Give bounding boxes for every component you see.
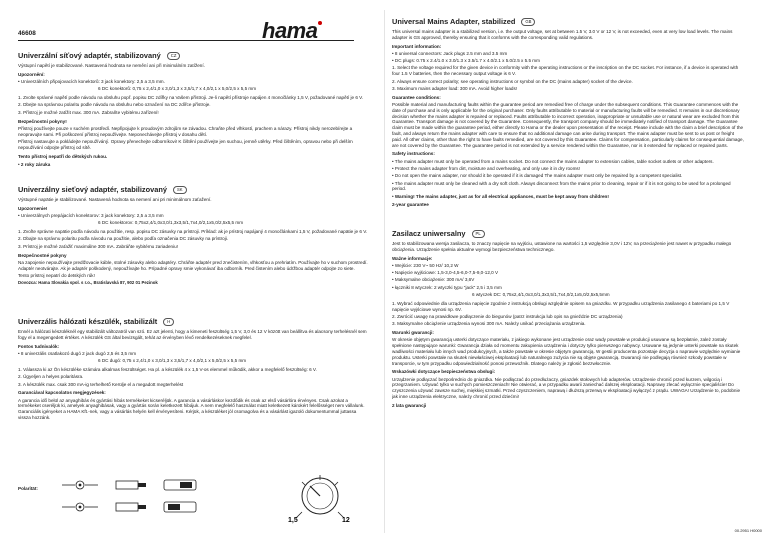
article-number: 46608 — [18, 30, 36, 37]
footer-code: 00.2951 H0000 — [734, 528, 762, 533]
section-hu-step-3: 3. A készülék max. csak 300 mA-ig terhelhető Kerülje el a megadott megterhelést — [18, 381, 184, 387]
section-pl-item-1: • Wejście: 230 V~ 50 Hz/ 10,2 W — [392, 262, 459, 268]
section-pl-warranty: 2 lata gwarancji — [392, 402, 427, 408]
section-pl-step-2: 2. Zwrócić uwagę na prawidłowe podłączenie do biegunów (patrz instrukcja lub opis na gnieździe DC urządzenia) — [392, 313, 623, 319]
section-gb-item-4: 2. Always ensure correct polarity; see operating instructions or symbol on the DC (mains adapter) socket of the device. — [392, 78, 633, 84]
section-pl-item-3: • Maksymalne obciążenie: 300 mA/ 3,6V — [392, 277, 475, 283]
section-pl-item-4: • łączniki 8 wtyczek: 2 wtyczki typu "jack" 2,5 i 3,5 mm — [392, 284, 502, 290]
section-pl-important-heading: Ważne informacje: — [392, 255, 433, 261]
section-gb-important-heading: Important information: — [392, 43, 442, 49]
section-gb-guarantee-text: Possible material and manufacturing faults within the guarantee period are remedied free of charge under the subsequent conditions. This Guarantee commences with the date of purchase and is only applicable for the original purchaser. Only faults attributable to material or manufacturing faults will be remedied. It remains in our discretionary decision whether the mains adapter is repaired or replaced. Faults attributable to incorrect operation, inappropriate or unsuitable use or natural wear are excluded from this Guarantee. Transport damage is not covered by the Guarantee. Consequently, the transport company should be immediately notified of transport damage. The Guarantee claim must be made within the guarantee period, either directly to Hama or the dealer upon presentation of the receipt. Please include with the claim a brief description of the fault, and always return the mains adapter with care to ensure that no additional damage can arise during transport. The mains adapter must be sent to us post or freight paid. All other claims, other than the right to have faults remedied, are not covered by this Guarantee. Claims for compensation, particularly claims for consequential damage, are not covered by the Guarantee. The guarantee period is not extended by a service rendered within the Guarantee, nor is it extended for replaced or repaired parts. — [392, 101, 744, 148]
section-cz — [18, 52, 370, 170]
lang-badge-sk: SK — [173, 186, 187, 194]
section-hu-step-1: 1. Válassza ki az Ön készüléke számára alkalmas feszültséget. Ha pl. a készülék 4 x 1,5 V-os elemmel működik, akkor a megfelelő feszültség: 6 V. — [18, 366, 317, 372]
section-gb-guarantee-heading: Guarantee conditions: — [392, 94, 441, 100]
lang-badge-gb: GB — [521, 18, 535, 26]
section-gb-item-1: • 8 universal connectors: Jack plugs 2.5 mm and 3.5 mm — [392, 50, 508, 56]
polarity-diagram — [18, 468, 370, 526]
section-cz-step-2: 2. Dbejte na správnou polaritu podle návodu na obsluhu nebo označení na DC zdířce přístroje. — [18, 102, 211, 108]
section-pl — [392, 230, 744, 410]
section-cz-warranty: • 2 roky záruka — [18, 162, 51, 168]
section-cz-note: Tento přístroj nepatří do dětských rukou. — [18, 153, 108, 159]
section-cz-caution-heading: Upozornění: — [18, 71, 45, 77]
section-gb-safety-heading: Safety instructions: — [392, 151, 435, 157]
section-pl-guarantee-heading: Warunki gwarancji: — [392, 330, 434, 336]
section-hu-title — [18, 318, 370, 326]
polarity-plug-icon — [110, 474, 150, 518]
column-divider — [384, 10, 385, 533]
lang-badge-pl: PL — [472, 230, 485, 238]
section-pl-intro: Jest to stabilizowana wersja zasilacza, to znaczy napięcie na wyjściu, ustawione na wartości 1,5 względnie 3,0V i 12V, na przeciążenie jest nawet w przypadku małego obciążenia. Urządzenie spełnia aktualne wymogi bezpieczeństwa technicznego. — [392, 241, 732, 252]
polarity-label: Polarität: — [18, 486, 38, 491]
section-gb-title — [392, 18, 744, 26]
dial-high-label: 12 — [342, 517, 350, 524]
section-pl-title — [392, 230, 744, 238]
section-pl-maint-text: Urządzenie podłączać bezpośrednio do gniazdka. Nie podłączać do przedłużaczy, gniazdek stołowych lub adapterów. Urządzenie chronić przed kurzem, wilgocią i przegrzaniem. Używać tylko w suchych pomieszczeniach! Nie otwierać, a w przypadku awarii zaniechać dalszej eksploatacji. Naprawy zlecać wyłącznie specjaliście! Do czyszczenia używać zawsze suchej, miękkiej szmatki. Przed czyszczeniem, naprawą i dłuższą przerwą w eksploatacji wyłączyć z prądu. UWAGA! Urządzenie to, podobnie jak inne urządzenia elektryczne, należy chronić przed dziećmi! — [392, 376, 741, 400]
section-sk-list-1: • Univerzálnych prepájacích konektorov: 3 jack konektory: 2,5 a 3,5 mm — [18, 213, 164, 219]
section-gb-heading: Universal Mains Adapter, stabilized — [392, 17, 516, 27]
section-gb-item-2: • DC plugs: 0.75 x 2.4/1.0 x 3.0/1.3 x 3.5/1.7 x 4.0/2.1 x 5.0/2.5 x 5.5 mm — [392, 58, 540, 64]
section-hu — [18, 318, 370, 422]
section-hu-list-2: 6 DC dugó: 0,75 x 2,4/1,0 x 3,0/1,3 x 3,5/1,7 x 4,0/2,1 x 5,0/2,5 x 5,5 mm — [98, 358, 247, 364]
section-gb-safety-2: • Protect the mains adapter from dirt, moisture and overheating, and only use it in dry rooms! — [392, 165, 581, 171]
section-hu-caution-heading: Fontos tudnivalók: — [18, 343, 60, 349]
section-pl-step-1: 1. Wybrać odpowiednie dla urządzenia napięcie zgodnie z instrukcją obsługi względnie opisem na gniazdku. W przypadku urządzenia zasilanego 4 bateriami po 1,5 V napięcie wyjściowe wynosi np. 6V. — [392, 300, 730, 312]
section-gb-safety-5: • Warning! The mains adapter, just as for all electrical appliances, must be kept away from children! — [392, 193, 609, 199]
brand-name: hama — [262, 18, 318, 43]
section-cz-guarantee-text: Přístroj nastavujte a pokládejte nepoužíváný. Opravy přenechejte odborníkovi! K čištění používejte jen suchou, jemně utěrky. Před čištěním, opravou nebo při delším nepoužívání odpojte přístroj od sítě. — [18, 138, 353, 150]
dial-low-label: 1,5 — [288, 517, 298, 524]
section-cz-list-1: • Univerzálních připojovacích konektorů: 3 jack konektory: 2,5 a 3,5 mm. — [18, 79, 165, 85]
section-sk-title — [18, 186, 370, 194]
section-gb — [392, 18, 744, 210]
section-sk-step-3: 3. Prístroj je možné zaťažiť maximálne 300 mA. Zabráňte vybitému zariadeniu! — [18, 243, 178, 249]
section-sk-note: Tento prístroj nepatrí do detských rúk! — [18, 272, 95, 278]
section-hu-guarantee-heading: Garanciával kapcsolatos megjegyzések: — [18, 390, 106, 396]
section-sk-intro: Výstupné napätie je stabilizované. Nastavená hodnota sa nemení ani pri minimálnom zaťažení. — [18, 197, 212, 202]
section-pl-step-3: 3. Maksymalne obciążenie urządzenia wynosi 300 mA. Należy unikać przeciążania urządzenia. — [392, 321, 586, 327]
section-sk-address: Dovozca: Hama Slovakia spol. s r.o., Bratislavská 87, 902 01 Pezinok — [18, 280, 158, 286]
section-hu-step-2: 2. Ügyeljen a helyes polaritásra. — [18, 374, 84, 380]
section-sk-caution-heading: Upozornenie! — [18, 205, 48, 211]
section-sk — [18, 186, 370, 287]
section-pl-guarantee-text: W okresie objętym gwarancją usterki dotyczące materiału, z jakiego wykonane jest urządzenie oraz wady powstałe w produkcji usuwane są bezpłatnie, zależ zostały spełnione następujące warunki: Gwarancja działa od momentu zakupienia urządzenia i dotyczy tylko pierwszego nabywcy. Usuwane są jedynie usterki powstałe na skutek wadliwości materiału lub innych wad produkcyjnych, a także powstałe w okresie objętym gwarancją. W gestii producenta pozostaje decyzja o naprawie względnie wymianie produktu. Usterki powstałe na skutek niewłaściwej eksploatacji lub naturalnego zużycia nie są objęte gwarancją. Gwarancji nie podlegają również szkody powstałe w transporcie, w tym przypadku odpowiedzialność ponosi przewoźnik. Dlatego należy je zgłosić bezzwłocznie. — [392, 337, 741, 366]
section-cz-heading: Univerzální síťový adaptér, stabilizovaný — [18, 51, 161, 61]
section-hu-list-1: • 8 univerzális csatlakozó dugó 2 jack dugó 2,5 és 3,5 mm — [18, 350, 137, 356]
section-hu-intro: Ennél a hálózati készüléknél egy stabilizált változatról van szó. Ez azt jelenti, hogy a kimeneti feszültség 1,5 V, 3,0 és 12 V között van beállítva és alacsony terhelésnél sem fogy el a megengedett értéket. A készülék GS által bevizsgált, tehát az érvényben lévő rendelkezéseknek megfelel. — [18, 329, 367, 340]
section-cz-title — [18, 52, 370, 60]
section-sk-safety-heading: Bezpečnostné pokyny — [18, 252, 67, 258]
section-pl-item-5: 6 wtyczek DC: 0,75x2,4/1,0x3,0/1,3x3,5/1,7x4,0/2,1x5,0/2,5x5,5mm — [472, 292, 610, 298]
section-cz-safety-heading: Bezpečnostní pokyny! — [18, 118, 67, 124]
section-gb-safety-3: • Do not open the mains adapter, nor should it be operated if it is damaged The mains adapter must only be repaired by a competent specialist. — [392, 173, 683, 179]
section-gb-item-3: 1. Select the voltage required for the given device in conformity with the operating instructions or the inscription on the DC socket. For instance, if a device is operated with four 1.5 V batteries, then the necessary output voltage is 6 V. — [392, 65, 739, 77]
section-sk-list-2: 6 DC konektorov: 0,75x2,4/1,0x3,0/1,3x3,5/1,7x4,0/2,1x5,0/2,5x5,5 mm — [98, 220, 244, 226]
section-pl-heading: Zasilacz uniwersalny — [392, 229, 466, 239]
section-gb-safety-1: • The mains adapter must only be operated from a mains socket. Do not connect the mains adapter to extension cables, table socket outlets or other adapters. — [392, 158, 714, 164]
voltage-dial-icon — [280, 472, 360, 524]
section-gb-item-5: 3. Maximum mains adapter load: 300 mA. Avoid higher loads! — [392, 85, 518, 91]
section-gb-safety-4: • The mains adapter must only be cleaned with a dry soft cloth. Always disconnect from the mains prior to cleaning, repair or if it is not going to be used for a prolonged period. — [392, 180, 731, 192]
left-column — [18, 0, 378, 543]
section-sk-step-1: 1. Zvoľte správne napätie podľa návodu na použitie, resp. popisu DC zásuvky na prístroji. Príklad: ak je prístroj napájaný 4 monočlánkami 1,5 V, požadované napätie je 6 V. — [18, 229, 368, 235]
section-cz-step-1: 1. Zvolte správné napětí podle návodu na obsluhu popř. popisu DC zdířky na Vašem přístroji. Je-li napětí přístroje napájen 4 monočlánky 1,5 V, požadované napětí je 6 V. — [18, 95, 364, 101]
section-hu-heading: Univerzális hálózati készülék, stabilizált — [18, 317, 158, 327]
section-pl-item-2: • Napięcie wyjściowe: 1,5-3,0-4,5-6,0-7,5-9,0-12,0 V — [392, 270, 499, 276]
section-sk-safety-text: Na zapojenie nepoužívajte predlžovacie káble, stolné zásuvky alebo adaptéry. Chráňte adaptér pred znečistením, vlhkosťou a prehriatím. Používajte ho v suchom prostredí. Adaptér neotvárajte. Ak je adaptér poškodený, nepoužívajte ho. Prípadné opravy smie vykonávať iba odborník. Pred čistením alebo údržbou adaptér odpojte zo siete. — [18, 259, 368, 271]
section-cz-intro: Výstupní napětí je stabilizované. Nastavená hodnota se nemění ani při minimálním zatížení. — [18, 63, 205, 68]
section-pl-maint-heading: Wskazówki dotyczące bezpieczeństwa obsługi: — [392, 369, 496, 375]
section-cz-step-3: 3. Přístroj je možné zatížit max. 300 mA. Zabraňte vybitému zařízení! — [18, 109, 159, 115]
section-gb-intro: This universal mains adapter is a stabilized version, i.e. the output voltage, set at between 1.5 V, 3.0 V or 12 V, is not exceeded, even at very low load levels. The mains adapter is GS approved, thereby ensuring that it conforms with the corresponding valid regulations. — [392, 29, 733, 40]
right-column — [392, 0, 752, 543]
lang-badge-cz: CZ — [167, 52, 181, 60]
section-gb-warranty: 2-year guarantee — [392, 202, 429, 208]
section-cz-safety-text: Přístroj používejte pouze v suchém prostředí. Nepřipojujte k proudovým zdrojům se závadou. Chraňte před vlhkostí, prachem a nárazy. Přístroj nikdy nerozebírejte a neopravujte sami. Při poškození přístroj nepoužívejte. Neponechávejte přístroj v dosahu dětí. — [18, 125, 353, 137]
polarity-switch-icon — [160, 474, 200, 518]
section-sk-heading: Univerzálny sieťový adaptér, stabilizovaný — [18, 185, 167, 195]
lang-badge-hu: H — [163, 318, 174, 326]
section-sk-step-2: 2. Dbajte na správnu polaritu podľa návodu na použitie, alebo podľa označenia DC zásuvky na prístroji. — [18, 236, 229, 242]
section-cz-list-2: 6 DC konektorů: 0,75 x 2,4/1,0 x 3,0/1,3 x 3,5/1,7 x 4,0/2,1 x 5,0/2,5 x 5,5 mm — [98, 86, 257, 92]
polarity-positive-center-icon — [60, 474, 100, 518]
section-hu-guarantee-text: A garancia idő belül az anyaghibás és gyártási hibás termékeket kicseréljük. A garancia a vásárláskor kezdődik és csak az első vásárlóra érvényes. Csak azokat a termékeket cseréljük ki, amelyek anyaghibásak, vagy a gyártás során keletkezett hibájuk. A nem megfelelő használat miatt keletkezett károkért felelősséget nem vállalunk. Garanciális igényeket a HAMA Kft.-nek, vagy a vásárlás helyén kell érvényesíteni. Kérjük, a készüléket jól csomagolva és a vásárlást igazoló dokumentummal juttassa vissza hozzánk. — [18, 397, 365, 421]
